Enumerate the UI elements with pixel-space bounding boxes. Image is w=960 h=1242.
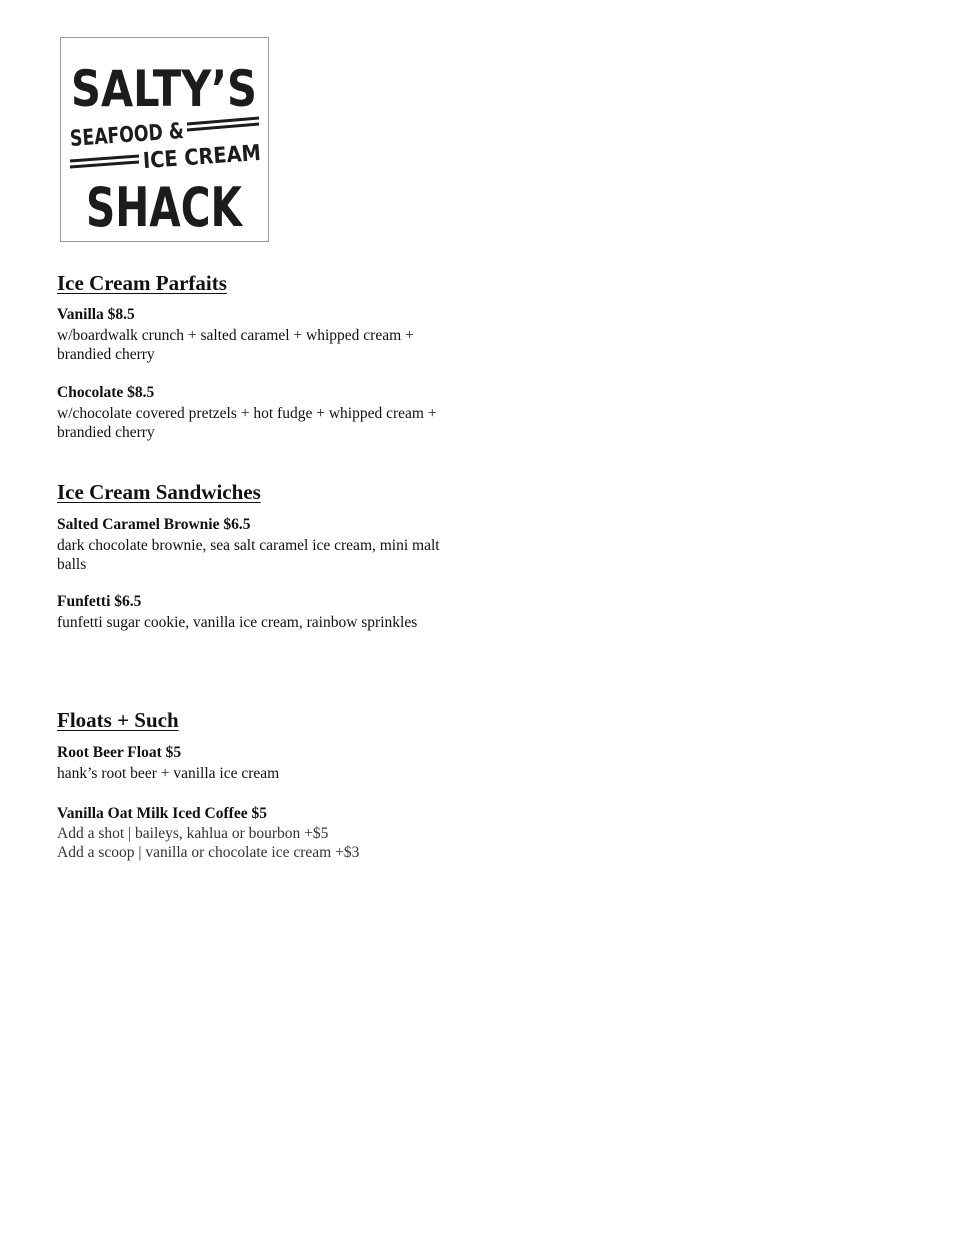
- item-name: Salted Caramel Brownie $6.5: [57, 516, 251, 533]
- section-title-sandwiches: Ice Cream Sandwiches: [57, 480, 261, 504]
- item-description: w/chocolate covered pretzels + hot fudge + whipped cream + brandied cherry: [57, 405, 437, 441]
- saltys-logo: [60, 37, 278, 242]
- item-name: Funfetti $6.5: [57, 593, 142, 610]
- item-name: Vanilla Oat Milk Iced Coffee $5: [57, 805, 267, 822]
- section-title-floats: Floats + Such: [57, 708, 179, 732]
- logo-line-saltys: SALTY’S: [71, 60, 257, 118]
- item-name: Chocolate $8.5: [57, 384, 155, 401]
- item-description: funfetti sugar cookie, vanilla ice cream, rainbow sprinkles: [57, 614, 418, 631]
- item-description: dark chocolate brownie, sea salt caramel ice cream, mini malt balls: [57, 537, 440, 573]
- logo-line-shack: SHACK: [86, 176, 244, 239]
- section-title-parfaits: Ice Cream Parfaits: [57, 271, 227, 295]
- logo-line-seafood: SEAFOOD &: [69, 116, 217, 152]
- item-name: Vanilla $8.5: [57, 306, 135, 323]
- item-name: Root Beer Float $5: [57, 744, 182, 761]
- addon-line: Add a shot | baileys, kahlua or bourbon +$5: [57, 825, 329, 842]
- addon-line: Add a scoop | vanilla or chocolate ice cream +$3: [57, 844, 360, 861]
- item-description: w/boardwalk crunch + salted caramel + whipped cream + brandied cherry: [57, 327, 414, 363]
- item-description: hank’s root beer + vanilla ice cream: [57, 765, 280, 782]
- logo-line-icecream: ICE CREAM: [142, 139, 278, 175]
